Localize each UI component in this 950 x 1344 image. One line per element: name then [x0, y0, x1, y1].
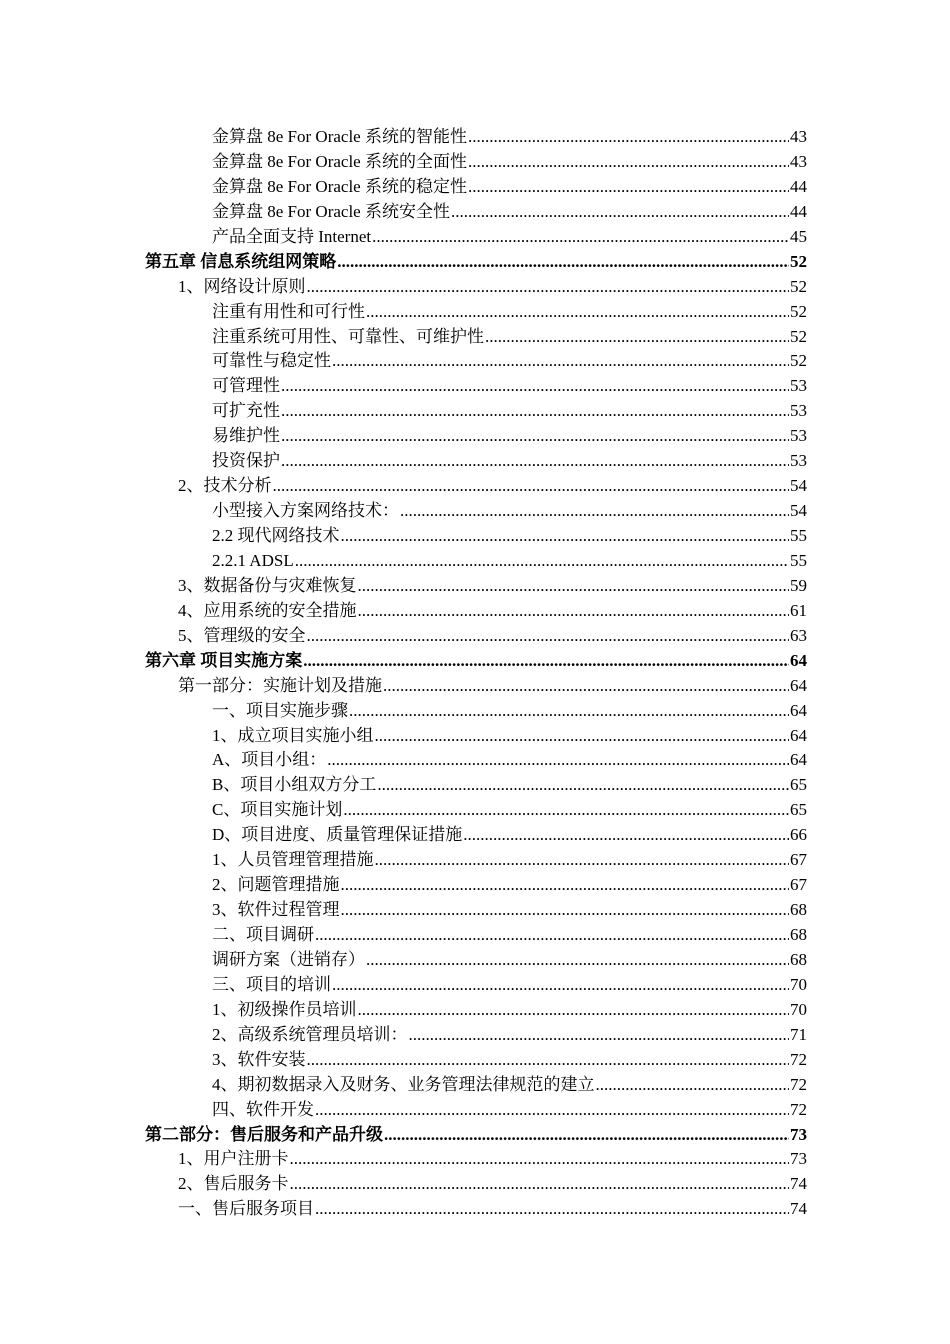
toc-entry-label: 可管理性 [212, 376, 280, 396]
dot-leader [468, 125, 789, 150]
dot-leader [341, 898, 790, 923]
toc-entry-label: 易维护性 [212, 426, 280, 446]
toc-entry-label: 1、初级操作员培训 [212, 999, 357, 1019]
toc-entry[interactable] [145, 823, 807, 848]
toc-entry-page-number: 43 [790, 151, 807, 171]
dot-leader [307, 275, 790, 300]
toc-entry[interactable] [145, 275, 807, 300]
toc-entry[interactable] [145, 1197, 807, 1222]
toc-entry[interactable] [145, 1147, 807, 1172]
toc-entry-page-number: 74 [790, 1199, 807, 1219]
toc-entry[interactable] [145, 150, 807, 175]
toc-entry-label: 二、项目调研 [212, 925, 314, 944]
toc-entry-page-number: 64 [790, 675, 807, 695]
toc-entry-page-number: 53 [790, 376, 807, 396]
toc-entry-label: 第五章 信息系统组网策略 [145, 251, 337, 271]
toc-entry-page-number: 64 [790, 650, 807, 670]
toc-entry-page-number: 72 [790, 1099, 807, 1119]
dot-leader [290, 1147, 790, 1172]
toc-entry-label: 1、用户注册卡 [178, 1149, 289, 1169]
dot-leader [315, 1098, 789, 1123]
toc-entry-page-number: 71 [790, 1024, 807, 1044]
toc-entry-page-number: 52 [790, 276, 807, 296]
dot-leader [315, 923, 789, 948]
dot-leader [281, 424, 789, 449]
toc-entry[interactable] [145, 250, 807, 275]
dot-leader [451, 200, 789, 225]
toc-entry[interactable] [145, 624, 807, 649]
toc-entry[interactable] [145, 200, 807, 225]
dot-leader [375, 848, 790, 873]
toc-entry-page-number: 64 [790, 700, 807, 720]
toc-entry[interactable] [145, 125, 807, 150]
dot-leader [468, 150, 789, 175]
dot-leader [273, 474, 790, 499]
toc-entry[interactable] [145, 175, 807, 200]
dot-leader [327, 748, 789, 773]
toc-entry-page-number: 67 [790, 850, 807, 870]
toc-entry-page-number: 68 [790, 949, 807, 969]
dot-leader [358, 998, 790, 1023]
dot-leader [337, 250, 789, 275]
toc-entry[interactable] [145, 599, 807, 624]
toc-entry-label: 第一部分：实施计划及措施 [178, 675, 382, 695]
toc-entry-page-number: 70 [790, 974, 807, 994]
toc-entry-label: C、项目实施计划 [212, 800, 343, 820]
dot-leader [409, 1023, 790, 1048]
dot-leader [281, 449, 789, 474]
toc-entry[interactable] [145, 225, 807, 250]
toc-entry-page-number: 54 [790, 501, 807, 521]
dot-leader [366, 300, 789, 325]
toc-entry-label: A、项目小组： [212, 750, 327, 770]
toc-entry-page-number: 72 [790, 1074, 807, 1094]
toc-entry-label: 4、应用系统的安全措施 [178, 600, 357, 620]
toc-entry[interactable] [145, 574, 807, 599]
toc-entry-label: 一、售后服务项目 [178, 1199, 314, 1219]
toc-entry-label: 2.2.1 ADSL [212, 550, 294, 570]
toc-entry-label: 第二部分：售后服务和产品升级 [145, 1124, 383, 1144]
toc-entry-label: 可靠性与稳定性 [212, 351, 331, 371]
toc-entry-label: 小型接入方案网络技术： [212, 501, 399, 521]
dot-leader [343, 798, 789, 823]
toc-entry-page-number: 65 [790, 800, 807, 820]
toc-entry-page-number: 63 [790, 625, 807, 645]
toc-entry[interactable] [145, 748, 807, 773]
dot-leader [303, 649, 789, 674]
toc-entry-page-number: 43 [790, 127, 807, 146]
dot-leader [400, 499, 789, 524]
dot-leader [485, 325, 789, 350]
dot-leader [341, 524, 790, 549]
toc-entry-label: 2.2 现代网络技术 [212, 526, 340, 545]
toc-entry-page-number: 67 [790, 875, 807, 895]
dot-leader [375, 724, 790, 749]
toc-entry-label: 4、期初数据录入及财务、业务管理法律规范的建立 [212, 1074, 595, 1094]
toc-entry[interactable] [145, 1172, 807, 1197]
toc-entry[interactable] [145, 898, 807, 923]
toc-entry-label: 3、软件过程管理 [212, 900, 340, 920]
toc-entry-page-number: 61 [790, 600, 807, 620]
toc-entry[interactable] [145, 424, 807, 449]
toc-entry[interactable] [145, 873, 807, 898]
dot-leader [281, 374, 789, 399]
toc-entry[interactable] [145, 773, 807, 798]
toc-entry-page-number: 74 [790, 1174, 807, 1194]
toc-entry[interactable] [145, 300, 807, 325]
toc-entry[interactable] [145, 848, 807, 873]
toc-entry[interactable] [145, 1023, 807, 1048]
dot-leader [468, 175, 789, 200]
dot-leader [307, 624, 790, 649]
toc-entry-label: 一、项目实施步骤 [212, 700, 348, 720]
toc-entry-page-number: 44 [790, 201, 807, 221]
dot-leader [366, 948, 789, 973]
toc-entry-label: 产品全面支持 Internet [212, 226, 372, 246]
toc-entry-label: 5、管理级的安全 [178, 625, 306, 645]
toc-entry[interactable] [145, 399, 807, 424]
toc-entry[interactable] [145, 349, 807, 374]
toc-entry-page-number: 45 [790, 226, 807, 246]
toc-entry-label: 1、人员管理管理措施 [212, 850, 374, 870]
toc-entry-label: 2、问题管理措施 [212, 875, 340, 895]
dot-leader [332, 973, 789, 998]
toc-entry-page-number: 73 [790, 1124, 807, 1144]
toc-entry-page-number: 64 [790, 750, 807, 770]
dot-leader [377, 773, 789, 798]
toc-entry-page-number: 53 [790, 451, 807, 471]
toc-entry-page-number: 59 [790, 575, 807, 595]
toc-entry[interactable] [145, 1098, 807, 1123]
dot-leader [341, 873, 790, 898]
toc-entry[interactable] [145, 998, 807, 1023]
toc-entry-label: 注重有用性和可行性 [212, 301, 365, 321]
toc-entry-label: D、项目进度、质量管理保证措施 [212, 825, 463, 845]
toc-entry-page-number: 53 [790, 426, 807, 446]
toc-entry-page-number: 72 [790, 1049, 807, 1069]
toc-entry-label: 调研方案（进销存） [212, 949, 365, 969]
toc-entry-label: 三、项目的培训 [212, 974, 331, 994]
dot-leader [349, 699, 789, 724]
dot-leader [384, 1123, 789, 1148]
toc-entry[interactable] [145, 699, 807, 724]
toc-entry[interactable] [145, 325, 807, 350]
toc-entry[interactable] [145, 923, 807, 948]
toc-entry-label: 3、数据备份与灾难恢复 [178, 575, 357, 595]
toc-entry[interactable] [145, 549, 807, 574]
toc-entry-page-number: 68 [790, 900, 807, 920]
toc-entry-label: 四、软件开发 [212, 1099, 314, 1119]
dot-leader [358, 574, 790, 599]
toc-entry[interactable] [145, 1073, 807, 1098]
toc-entry-page-number: 65 [790, 775, 807, 795]
toc-entry-page-number: 54 [790, 476, 807, 496]
toc-entry-page-number: 52 [790, 326, 807, 346]
toc-entry-label: 注重系统可用性、可靠性、可维护性 [212, 326, 484, 346]
toc-entry[interactable] [145, 524, 807, 549]
toc-entry-page-number: 44 [790, 176, 807, 196]
dot-leader [332, 349, 789, 374]
toc-entry[interactable] [145, 973, 807, 998]
dot-leader [295, 549, 789, 574]
toc-entry[interactable] [145, 374, 807, 399]
toc-entry-page-number: 70 [790, 999, 807, 1019]
toc-entry-label: 2、高级系统管理员培训： [212, 1024, 408, 1044]
toc-entry[interactable] [145, 499, 807, 524]
dot-leader [307, 1048, 790, 1073]
toc-entry-label: 1、成立项目实施小组 [212, 725, 374, 745]
toc-entry-page-number: 55 [790, 550, 807, 570]
toc-entry-page-number: 68 [790, 925, 807, 944]
dot-leader [281, 399, 789, 424]
toc-entry[interactable] [145, 1048, 807, 1073]
toc-entry[interactable] [145, 649, 807, 674]
dot-leader [290, 1172, 790, 1197]
toc-entry-label: 投资保护 [212, 451, 280, 471]
dot-leader [358, 599, 790, 624]
toc-entry[interactable] [145, 474, 807, 499]
table-of-contents [145, 125, 807, 1222]
toc-entry[interactable] [145, 948, 807, 973]
dot-leader [383, 674, 789, 699]
toc-entry-label: 2、技术分析 [178, 476, 272, 496]
toc-entry-label: 第六章 项目实施方案 [145, 650, 303, 670]
toc-entry-page-number: 73 [790, 1149, 807, 1169]
toc-entry-label: 可扩充性 [212, 401, 280, 421]
toc-entry[interactable] [145, 724, 807, 749]
toc-entry[interactable] [145, 798, 807, 823]
toc-entry-label: 金算盘 8e For Oracle 系统的全面性 [212, 151, 467, 171]
dot-leader [463, 823, 789, 848]
toc-entry-page-number: 64 [790, 725, 807, 745]
toc-entry-page-number: 55 [790, 526, 807, 545]
toc-entry-label: 金算盘 8e For Oracle 系统的智能性 [212, 127, 467, 146]
dot-leader [315, 1197, 789, 1222]
toc-entry-page-number: 52 [790, 351, 807, 371]
toc-entry-label: 金算盘 8e For Oracle 系统的稳定性 [212, 176, 467, 196]
dot-leader [372, 225, 789, 250]
toc-entry-page-number: 52 [790, 301, 807, 321]
toc-entry[interactable] [145, 449, 807, 474]
toc-entry-label: 金算盘 8e For Oracle 系统安全性 [212, 201, 450, 221]
toc-entry[interactable] [145, 1123, 807, 1148]
toc-entry-label: B、项目小组双方分工 [212, 775, 377, 795]
toc-entry-page-number: 53 [790, 401, 807, 421]
toc-entry-page-number: 52 [790, 251, 807, 271]
toc-entry-label: 2、售后服务卡 [178, 1174, 289, 1194]
dot-leader [596, 1073, 790, 1098]
toc-entry-page-number: 66 [790, 825, 807, 845]
toc-entry-label: 1、网络设计原则 [178, 276, 306, 296]
toc-entry[interactable] [145, 674, 807, 699]
toc-entry-label: 3、软件安装 [212, 1049, 306, 1069]
